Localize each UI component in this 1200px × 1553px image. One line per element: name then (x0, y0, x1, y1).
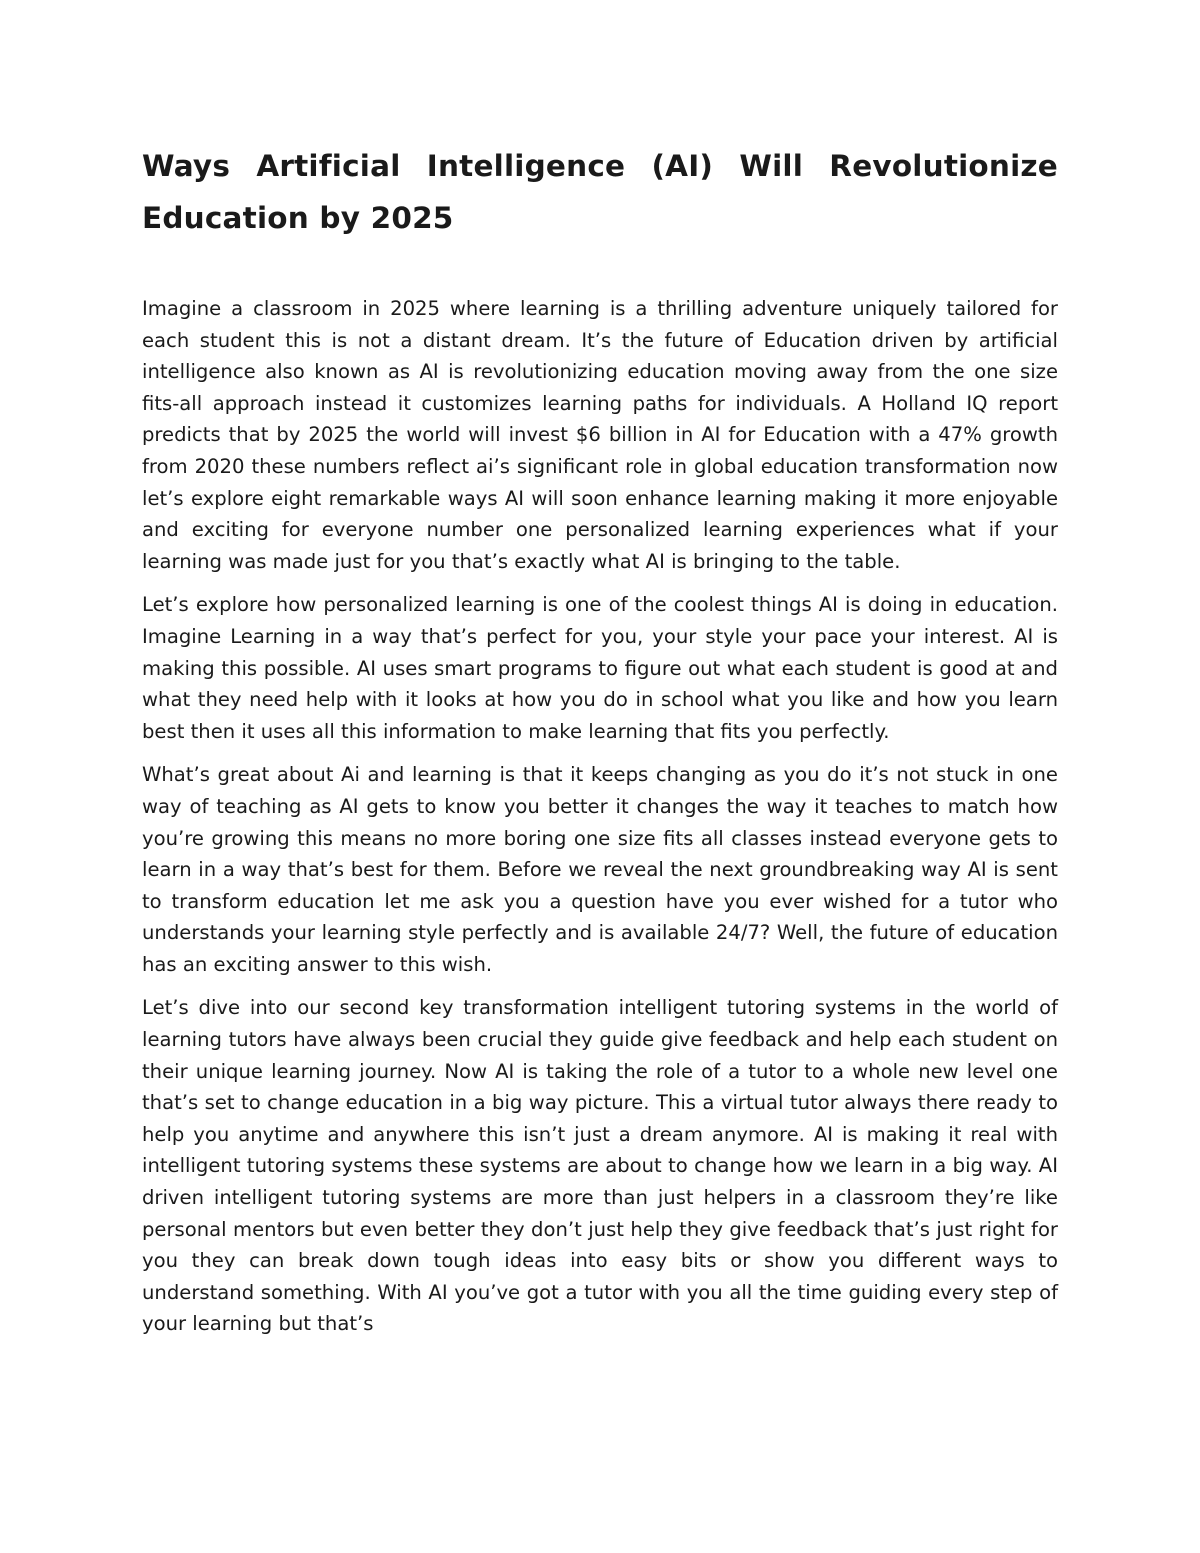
paragraph-intro: Imagine a classroom in 2025 where learning is a thrilling adventure uniquely tailored for each student this is not a distant dream. It’s the future of Education driven by artificial intelligence also known as AI is revolutionizing education moving away from the one size fits-all approach instead it customizes learning paths for individuals. A Holland IQ report predicts that by 2025 the world will invest $6 billion in AI for Education with a 47% growth from 2020 these numbers reflect ai’s significant role in global education transformation now let’s explore eight remarkable ways AI will soon enhance learning making it more enjoyable and exciting for everyone number one personalized learning experiences what if your learning was made just for you that’s exactly what AI is bringing to the table. (142, 297, 1058, 573)
paragraph-personalized-learning: Let’s explore how personalized learning is one of the coolest things AI is doing in education. Imagine Learning in a way that’s perfect for you, your style your pace your interest. AI is making this possible. AI uses smart programs to figure out what each student is good at and what they need help with it looks at how you do in school what you like and how you learn best then it uses all this information to make learning that fits you perfectly. (142, 593, 1058, 743)
document-content (142, 140, 1058, 1352)
document-body (142, 293, 1058, 1340)
paragraph-adaptive-learning: What’s great about Ai and learning is that it keeps changing as you do it’s not stuck in one way of teaching as AI gets to know you better it changes the way it teaches to match how you’re growing this means no more boring one size fits all classes instead everyone gets to learn in a way that’s best for them. Before we reveal the next groundbreaking way AI is sent to transform education let me ask you a question have you ever wished for a tutor who understands your learning style perfectly and is available 24/7? Well, the future of education has an exciting answer to this wish. (142, 763, 1058, 976)
document-title: Ways Artificial Intelligence (AI) Will Revolutionize Education by 2025 (142, 149, 1058, 235)
paragraph-intelligent-tutoring: Let’s dive into our second key transformation intelligent tutoring systems in the world of learning tutors have always been crucial they guide give feedback and help each student on their unique learning journey. Now AI is taking the role of a tutor to a whole new level one that’s set to change education in a big way picture. This a virtual tutor always there ready to help you anytime and anywhere this isn’t just a dream anymore. AI is making it real with intelligent tutoring systems these systems are about to change how we learn in a big way. AI driven intelligent tutoring systems are more than just helpers in a classroom they’re like personal mentors but even better they don’t just help they give feedback that’s just right for you they can break down tough ideas into easy bits or show you different ways to understand something. With AI you’ve got a tutor with you all the time guiding every step of your learning but that’s (142, 996, 1058, 1336)
